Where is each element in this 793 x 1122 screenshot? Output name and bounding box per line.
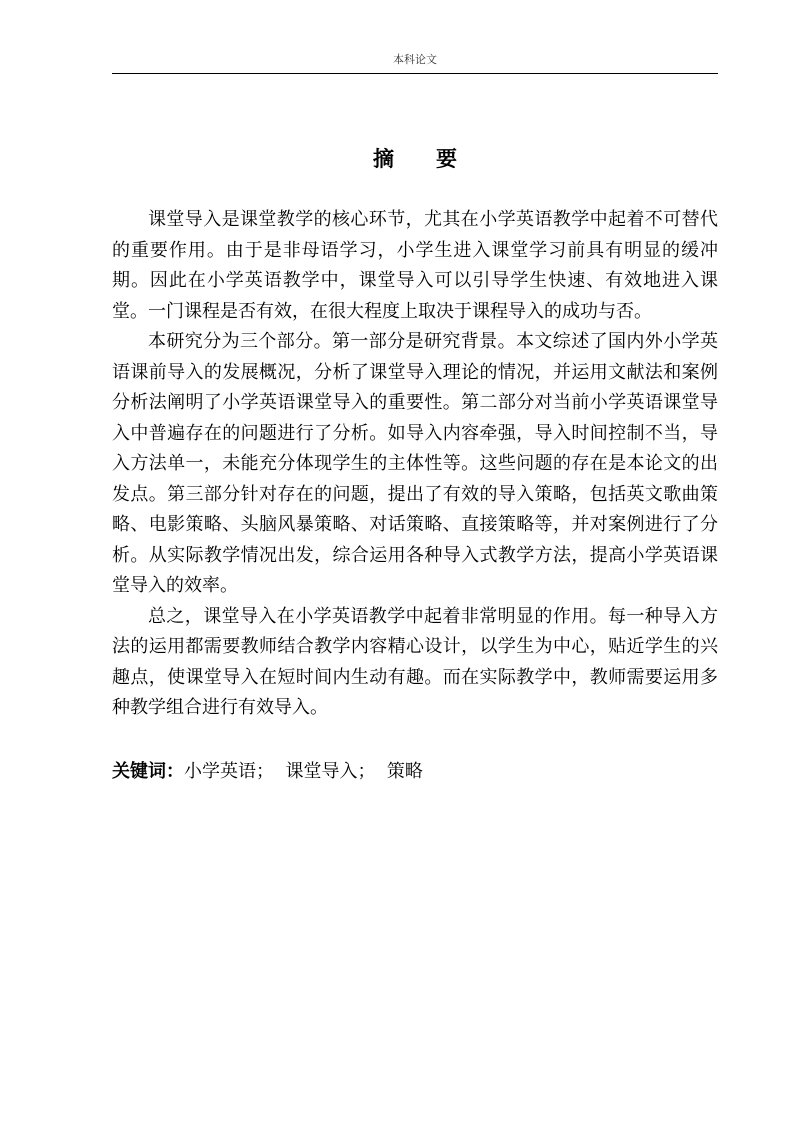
keyword-item: 小学英语；	[184, 761, 274, 782]
keywords-label: 关键词：	[112, 761, 184, 782]
keywords-line	[112, 757, 718, 787]
abstract-paragraph-3: 总之，课堂导入在小学英语教学中起着非常明显的作用。每一种导入方法的运用都需要教师结合教学内容精心设计，以学生为中心，贴近学生的兴趣点，使课堂导入在短时间内生动有趣。而在实际教学中，教师需要运用多种教学组合进行有效导入。	[112, 605, 718, 718]
running-header: 本科论文	[393, 53, 437, 66]
header-rule	[112, 73, 718, 74]
abstract-paragraph-1: 课堂导入是课堂教学的核心环节，尤其在小学英语教学中起着不可替代的重要作用。由于是非母语学习，小学生进入课堂学习前具有明显的缓冲期。因此在小学英语教学中，课堂导入可以引导学生快速、有效地进入课堂。一门课程是否有效，在很大程度上取决于课程导入的成功与否。	[112, 209, 718, 322]
keyword-item: 课堂导入；	[285, 761, 376, 782]
abstract-paragraph-2: 本研究分为三个部分。第一部分是研究背景。本文综述了国内外小学英语课前导入的发展概况，分析了课堂导入理论的情况，并运用文献法和案例分析法阐明了小学英语课堂导入的重要性。第二部分对当前小学英语课堂导入中普遍存在的问题进行了分析。如导入内容牵强，导入时间控制不当，导入方法单一，未能充分体现学生的主体性等。这些问题的存在是本论文的出发点。第三部分针对存在的问题，提出了有效的导入策略，包括英文歌曲策略、电影策略、头脑风暴策略、对话策略、直接策略等，并对案例进行了分析。从实际教学情况出发，综合运用各种导入式教学方法，提高小学英语课堂导入的效率。	[112, 331, 718, 596]
keyword-separator	[375, 761, 386, 782]
abstract-body	[112, 205, 718, 724]
keyword-item: 策略	[386, 761, 423, 782]
abstract-title: 摘要	[373, 147, 499, 171]
keyword-separator	[274, 761, 285, 782]
